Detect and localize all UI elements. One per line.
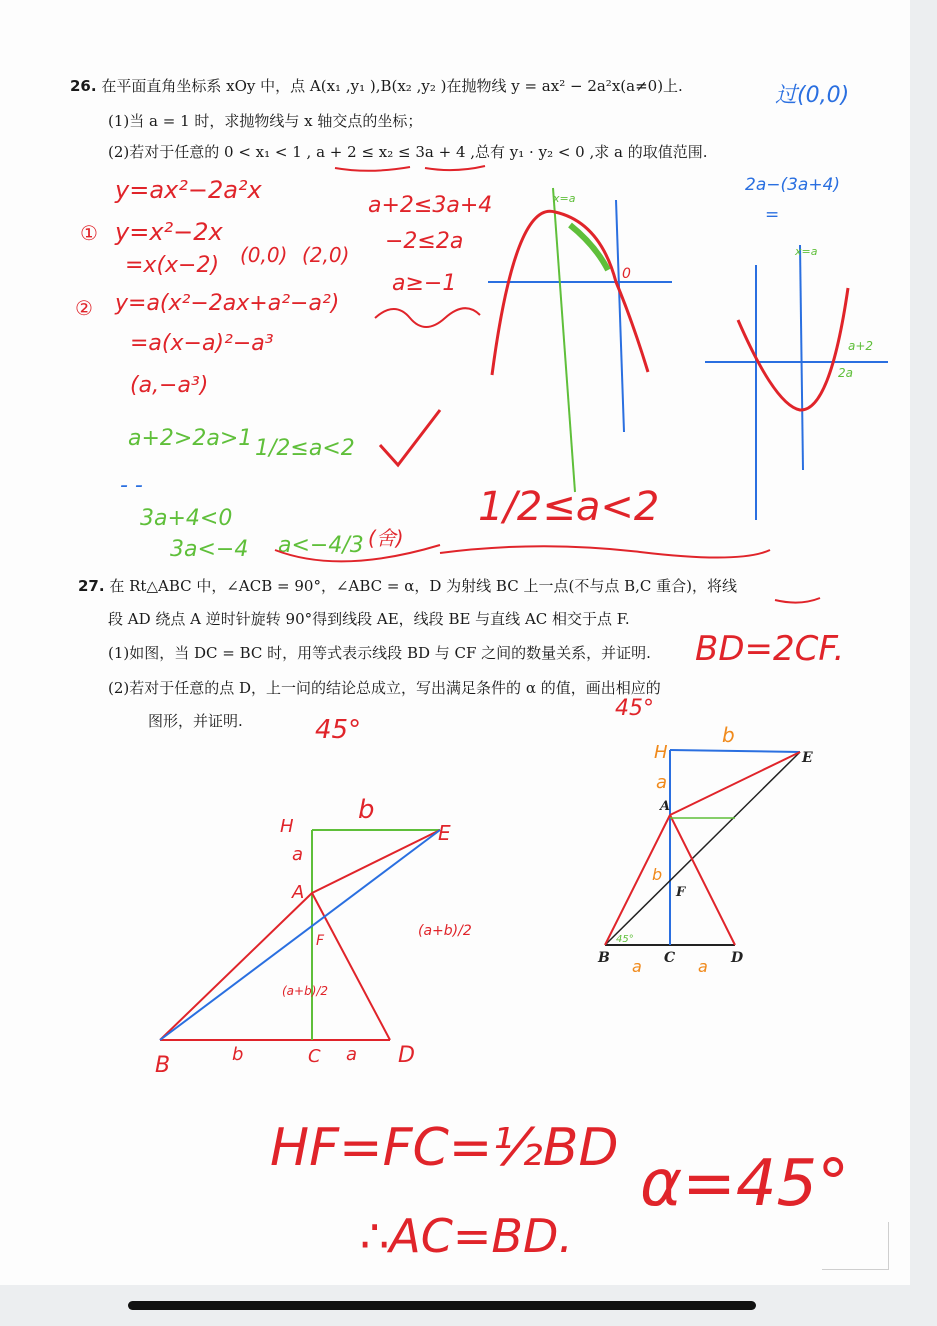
- fig2-F: F: [676, 885, 686, 900]
- hw-checkmark: [380, 410, 440, 465]
- q26-part1: (1)当 a = 1 时，求抛物线与 x 轴交点的坐标；: [108, 112, 423, 130]
- fig1-a-bot: a: [346, 1044, 358, 1065]
- graph2-parabola: [738, 288, 848, 410]
- hw-blue1: 2a−(3a+4): [745, 175, 841, 195]
- hw-squiggle: [375, 308, 480, 327]
- hw-pt2: (2,0): [302, 243, 350, 267]
- fig1-b-bot: b: [232, 1044, 244, 1065]
- hw-right1a: a+2≤3a+4: [368, 193, 493, 218]
- hw-p2-mark: ②: [75, 296, 93, 320]
- fig1-a-left: a: [292, 844, 304, 865]
- fig1-D: D: [398, 1043, 415, 1068]
- hw-passes-origin: 过(0,0): [775, 83, 850, 108]
- graph1-parabola: [492, 211, 648, 375]
- graph1-o: 0: [622, 266, 631, 282]
- hw-alpha-eq: α=45°: [640, 1147, 850, 1221]
- graph2-axis-sym: [800, 245, 803, 470]
- q27-part1: (1)如图，当 DC = BC 时，用等式表示线段 BD 与 CF 之间的数量关系，并证明.: [108, 644, 651, 662]
- fig1-F: F: [316, 933, 325, 949]
- q27-part2a: (2)若对于任意的点 D，上一问的结论总成立，写出满足条件的 α 的值，画出相应的: [108, 679, 661, 697]
- hw-range: 1/2≤a<2: [478, 484, 660, 530]
- q27-part2b: 图形，并证明.: [148, 712, 243, 730]
- fig1-ad-line: [312, 893, 390, 1040]
- underline-ray: [440, 546, 770, 557]
- fig2-be-line: [605, 752, 800, 945]
- graph1-xa: x=a: [553, 192, 576, 205]
- hw-pt1: (0,0): [240, 243, 288, 267]
- hw-ac-bd: ∴AC=BD.: [360, 1209, 573, 1263]
- fig1-A: A: [292, 882, 305, 903]
- fig2-b-mid: b: [652, 865, 663, 884]
- fig2-H: H: [654, 742, 668, 763]
- hw-blue2: =: [765, 205, 780, 225]
- fig2-he-line: [670, 750, 800, 752]
- hw-alpha2: 45°: [615, 696, 654, 721]
- fig2-a-bot1: a: [632, 957, 642, 976]
- hw-right1b: −2≤2a: [385, 229, 464, 254]
- fig1-b-top: b: [358, 795, 375, 825]
- hw-dashes: - -: [120, 473, 143, 498]
- q27-stem1: 在 Rt△ABC 中，∠ACB = 90°，∠ABC = α，D 为射线 BC 上一点(不与点 B,C 重合)，将线: [109, 577, 737, 595]
- underline-3a4: [425, 166, 485, 170]
- hw-vertex: (a,−a³): [130, 373, 209, 398]
- fig1-B: B: [155, 1053, 171, 1078]
- graph2-xa: x=a: [795, 245, 818, 258]
- fig2-D: D: [731, 950, 744, 966]
- hw-hf-fc: HF=FC=½BD: [270, 1118, 619, 1178]
- hw-ineq1-res: 1/2≤a<2: [255, 436, 355, 461]
- hw-p1-mark: ①: [80, 221, 98, 245]
- hw-eq4: y=a(x²−2ax+a²−a²): [115, 291, 340, 316]
- fig1-ab-half: (a+b)/2: [282, 984, 329, 998]
- fig2-E: E: [802, 750, 813, 766]
- graph1-y-axis: [616, 200, 624, 432]
- underline-jiangxian: [775, 598, 820, 603]
- hw-bd-cf: BD=2CF.: [695, 629, 845, 669]
- fig2-ang: 45°: [616, 934, 634, 945]
- hw-alpha1: 45°: [315, 715, 362, 745]
- hw-she: (舍): [368, 526, 404, 550]
- home-indicator[interactable]: [128, 1301, 756, 1310]
- q27-stem2: 段 AD 绕点 A 逆时针旋转 90°得到线段 AE，线段 BE 与直线 AC 相交于点 F.: [108, 610, 630, 628]
- fig2-a-left: a: [656, 772, 668, 793]
- hw-right1c: a≥−1: [392, 271, 457, 296]
- fig2-b-top: b: [722, 723, 735, 747]
- hw-eq2: y=x²−2x: [115, 218, 223, 246]
- q26-number: 26.: [70, 77, 97, 95]
- fig1-C: C: [308, 1046, 321, 1067]
- underline-a2: [335, 167, 410, 171]
- q26-stem: 在平面直角坐标系 xOy 中，点 A(x₁ ,y₁ ),B(x₂ ,y₂ )在抛物线 y = ax² − 2a²x(a≠0)上.: [101, 77, 683, 95]
- fig2-ad-line: [670, 815, 735, 945]
- graph2-a2: a+2: [848, 339, 874, 353]
- fig1-ba-line: [160, 893, 312, 1040]
- hw-ineq2c: a<−4/3: [278, 533, 364, 558]
- hw-ineq2b: 3a<−4: [170, 537, 249, 562]
- fig2-ae-line: [670, 752, 800, 815]
- page-edge: [910, 0, 937, 1326]
- fig1-ae-line: [312, 830, 440, 893]
- graph1-axis-sym: [553, 188, 575, 492]
- fig1-E: E: [438, 821, 451, 845]
- fig1-ab-side: (a+b)/2: [418, 923, 472, 939]
- fig2-A: A: [660, 799, 671, 814]
- hw-ineq2a: 3a+4<0: [140, 506, 233, 531]
- q27-number: 27.: [78, 577, 105, 595]
- fig1-H: H: [280, 816, 294, 837]
- fig2-C: C: [664, 950, 676, 966]
- q26-part2: (2)若对于任意的 0 < x₁ < 1 , a + 2 ≤ x₂ ≤ 3a + 4 ,总有 y₁ · y₂ < 0 ,求 a 的取值范围.: [108, 143, 708, 161]
- hw-eq3: =x(x−2): [125, 253, 220, 278]
- fig2-B: B: [598, 950, 610, 966]
- fig2-a-bot2: a: [698, 957, 708, 976]
- hw-eq1: y=ax²−2a²x: [115, 176, 262, 204]
- graph2-2a: 2a: [838, 366, 853, 380]
- hw-eq5: =a(x−a)²−a³: [130, 331, 274, 356]
- hw-ineq1: a+2>2a>1: [128, 426, 253, 451]
